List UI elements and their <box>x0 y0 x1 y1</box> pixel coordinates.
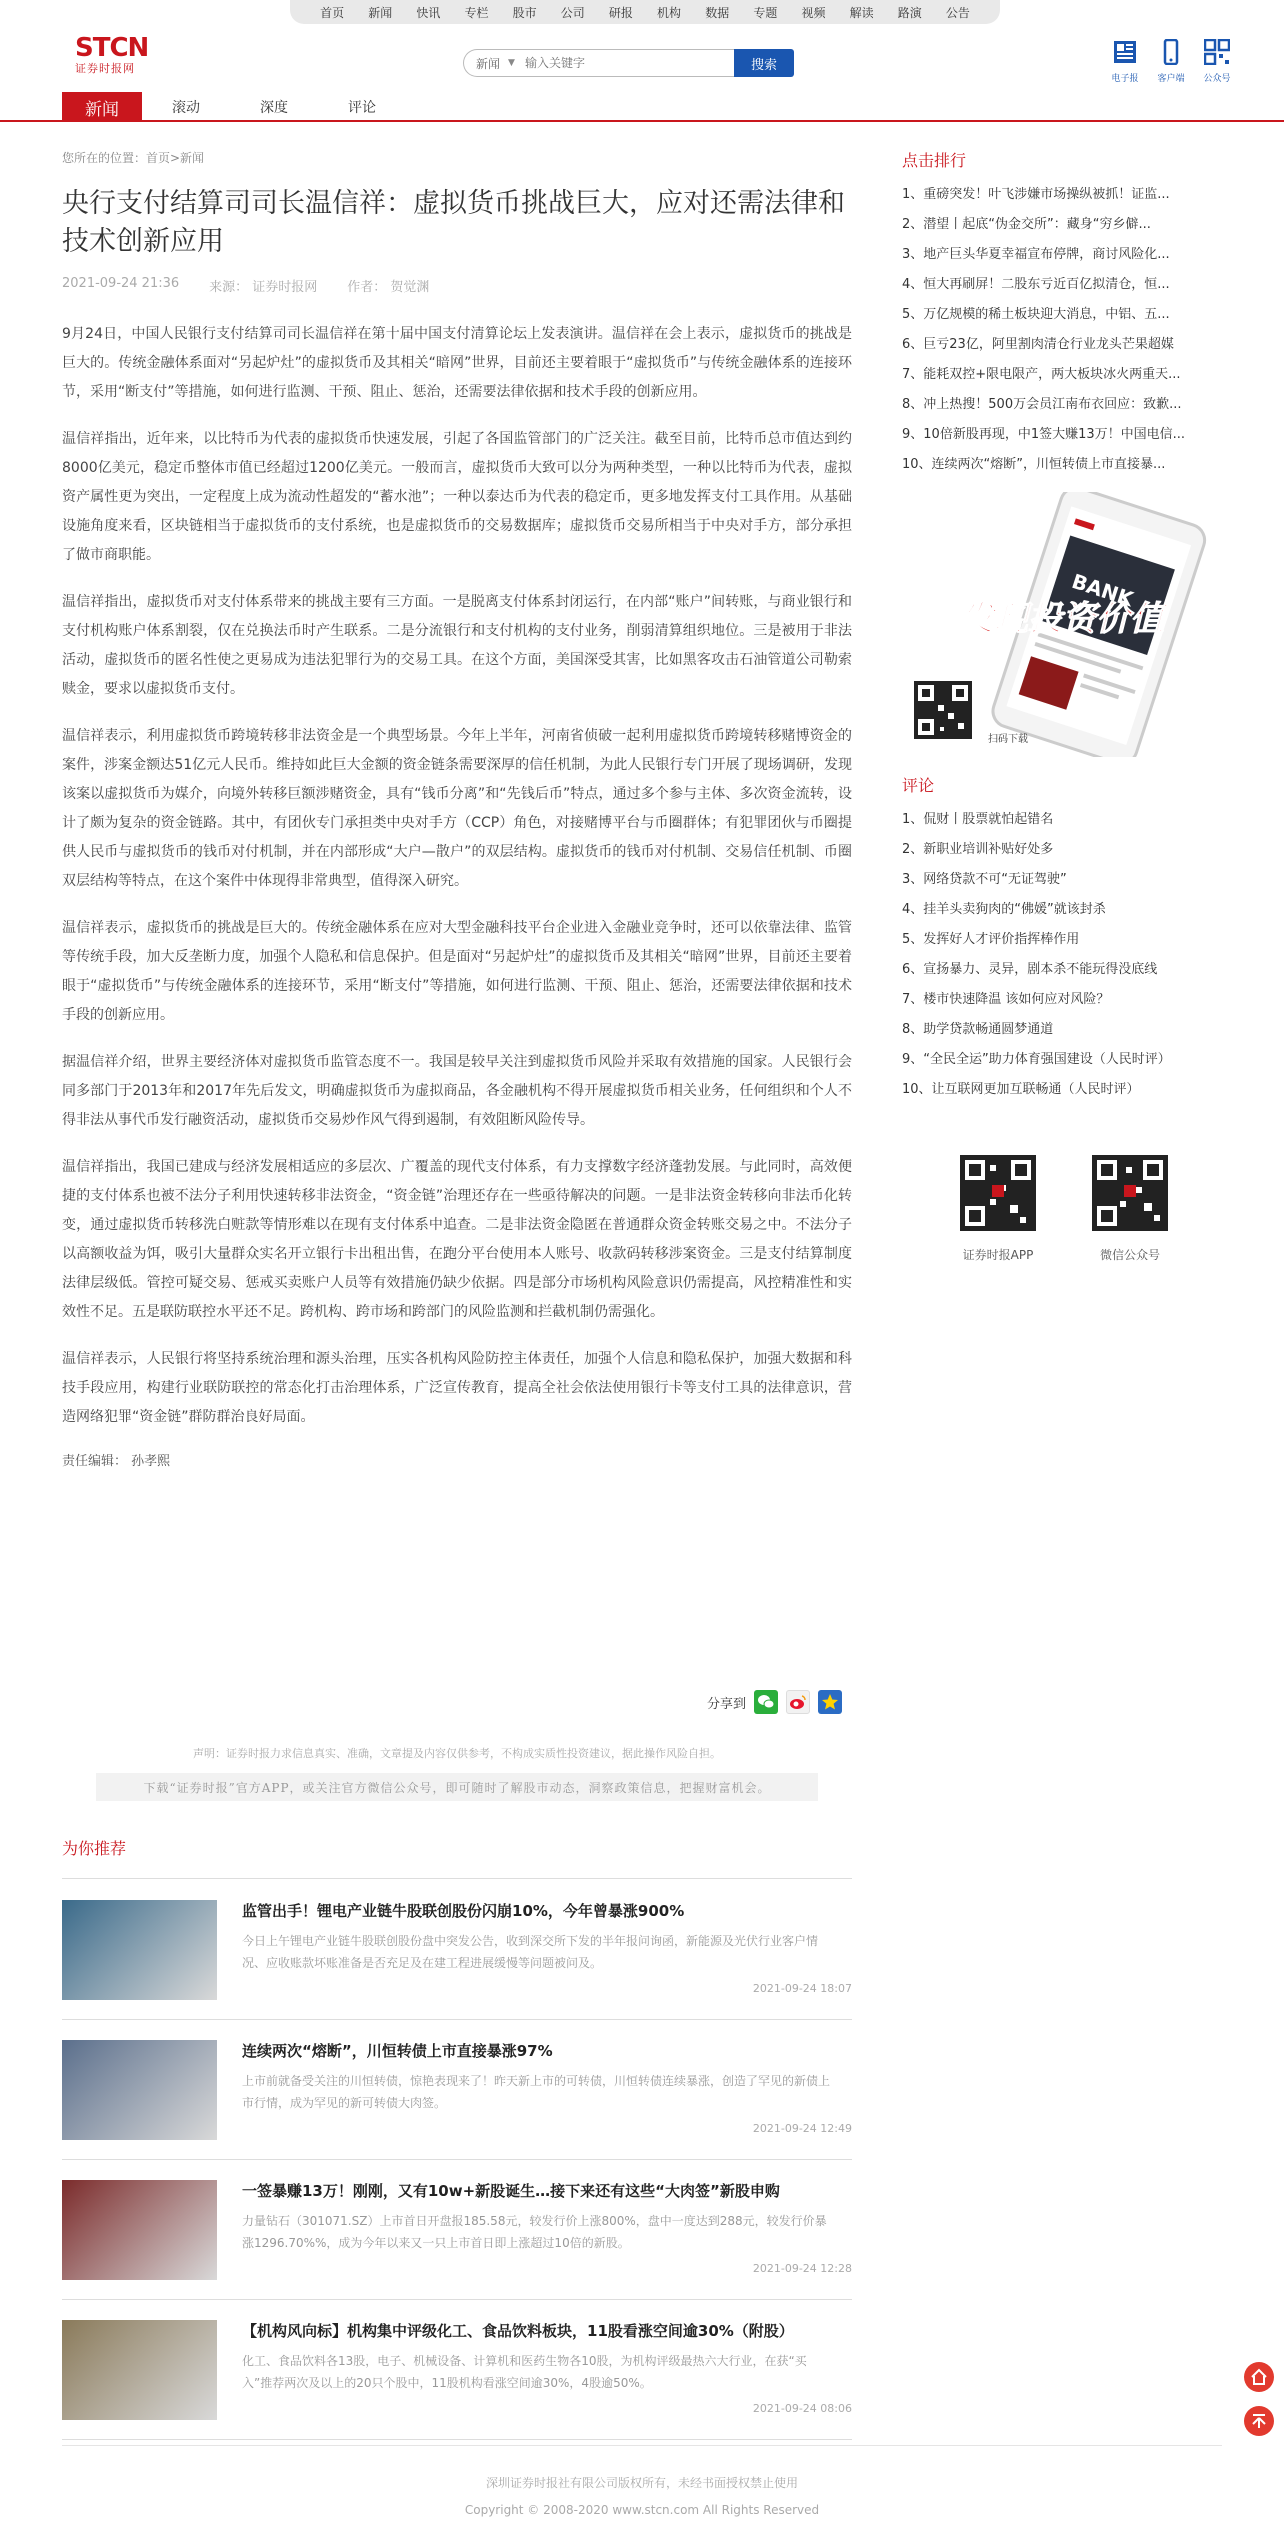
recommend-thumbnail[interactable] <box>62 2040 217 2140</box>
topnav-item-7[interactable]: 机构 <box>657 5 682 20</box>
recommend-summary: 今日上午锂电产业链牛股联创股份盘中突发公告，收到深交所下发的半年报问询函，新能源及光伏行业客户情况、应收账款坏账准备是否充足及在建工程进展缓慢等问题被问及。 <box>242 1934 819 1970</box>
recommend-thumbnail[interactable] <box>62 1900 217 2000</box>
recommend-heading: 为你推荐 <box>62 1839 127 1858</box>
channel-bar <box>0 92 1284 122</box>
rank-item[interactable]: 10、连续两次“熔断”，川恒转债上市直接暴... <box>902 457 1166 472</box>
promo-scan-label: 扫码下载 <box>988 734 1028 745</box>
article-date: 2021-09-24 21:36 <box>62 276 180 291</box>
rank-heading: 点击排行 <box>902 151 967 170</box>
rank-item[interactable]: 5、万亿规模的稀土板块迎大消息，中铝、五... <box>902 307 1170 322</box>
logo-mark: STCN <box>75 33 149 63</box>
recommend-title[interactable]: 一签暴赚13万！刚刚，又有10w+新股诞生…接下来还有这些“大肉签”新股申购 <box>242 2182 780 2200</box>
channel-tab-1[interactable]: 滚动 <box>172 100 200 116</box>
rank-item[interactable]: 8、冲上热搜！500万会员江南布衣回应：致歉... <box>902 397 1182 412</box>
recommend-item[interactable] <box>62 2160 852 2300</box>
site-logo[interactable] <box>75 34 147 78</box>
article-body <box>62 320 852 1469</box>
rank-item[interactable]: 2、潜望丨起底“伪金交所”：藏身“穷乡僻... <box>902 217 1151 232</box>
recommend-date: 2021-09-24 12:49 <box>752 2122 852 2135</box>
wechat-qrcode-label: 微信公众号 <box>1099 1248 1160 1262</box>
rank-item[interactable]: 6、巨亏23亿，阿里割肉清仓行业龙头芒果超媒 <box>902 337 1174 352</box>
search-input[interactable] <box>525 56 685 70</box>
comment-item[interactable]: 2、新职业培训补贴好处多 <box>902 842 1054 857</box>
topnav-item-13[interactable]: 公告 <box>945 5 970 20</box>
rank-item[interactable]: 9、10倍新股再现，中1签大赚13万！中国电信... <box>902 427 1186 442</box>
app-qrcode-label: 证券时报APP <box>962 1248 1034 1262</box>
recommend-summary: 化工、食品饮料各13股，电子、机械设备、计算机和医药生物各10股，为机构评级最热六大行业，在获“买入”推荐两次及以上的20只个股中，11股机构看涨空间逾30%，4股逾50%。 <box>242 2354 807 2390</box>
topnav-item-12[interactable]: 路演 <box>897 5 922 20</box>
recommend-title[interactable]: 【机构风向标】机构集中评级化工、食品饮料板块，11股看涨空间逾30%（附股） <box>242 2322 794 2340</box>
comment-item[interactable]: 3、网络贷款不可“无证驾驶” <box>902 872 1067 887</box>
epaper-link[interactable] <box>1107 39 1143 84</box>
wechat-icon[interactable] <box>754 1690 778 1714</box>
rank-item[interactable]: 7、能耗双控+限电限产，两大板块冰火两重天... <box>902 367 1181 382</box>
wechat-account-link[interactable] <box>1199 39 1235 84</box>
article-source: 来源： 证券时报网 <box>209 280 318 295</box>
topnav-item-11[interactable]: 解读 <box>849 5 874 20</box>
back-to-top-icon <box>1250 2412 1268 2430</box>
article-author: 作者： 贺觉渊 <box>347 280 430 295</box>
recommend-date: 2021-09-24 12:28 <box>752 2262 852 2275</box>
logo-subtitle: 证券时报网 <box>75 62 135 75</box>
rank-item[interactable]: 4、恒大再刷屏！二股东亏近百亿拟清仓，恒... <box>902 277 1170 292</box>
article-paragraph: 温信祥表示，人民银行将坚持系统治理和源头治理，压实各机构风险防控主体责任，加强个人信息和隐私保护，加强大数据和科技手段应用，构建行业联防联控的常态化打击治理体系，广泛宣传教育，提高全社会依法使用银行卡等支付工具的法律意识，营造网络犯罪“资金链”群防群治良好局面。 <box>62 1351 852 1425</box>
comment-heading: 评论 <box>902 776 935 795</box>
footer-copyright-en: Copyright © 2008-2020 www.stcn.com All Rights Reserved <box>464 2503 820 2517</box>
promo-slogan: 发现投资价值 <box>960 599 1164 639</box>
recommend-item[interactable] <box>62 2300 852 2440</box>
share-label: 分享到 <box>707 1696 747 1712</box>
rank-list <box>902 185 1202 485</box>
article-paragraph: 据温信祥介绍，世界主要经济体对虚拟货币监管态度不一。我国是较早关注到虚拟货币风险并采取有效措施的国家。人民银行会同多部门于2013年和2017年先后发文，明确虚拟货币为虚拟商品，各金融机构不得开展虚拟货币相关业务，任何组织和个人不得非法从事代币发行融资活动，虚拟货币交易炒作风气得到遏制，有效阻断风险传导。 <box>62 1054 852 1128</box>
rank-item[interactable]: 1、重磅突发！叶飞涉嫌市场操纵被抓！证监... <box>902 187 1170 202</box>
comment-item[interactable]: 1、侃财丨股票就怕起错名 <box>902 812 1054 827</box>
recommend-summary: 上市前就备受关注的川恒转债，惊艳表现来了！昨天新上市的可转债，川恒转债连续暴涨，创造了罕见的新债上市行情，成为罕见的新可转债大肉签。 <box>242 2074 831 2110</box>
site-footer <box>62 2445 1222 2517</box>
epaper-label: 电子报 <box>1111 74 1139 84</box>
channel-tab-3[interactable]: 评论 <box>348 100 376 116</box>
channel-tab-0[interactable]: 新闻 <box>62 92 142 122</box>
footer-copyright-cn: 深圳证券时报社有限公司版权所有，未经书面授权禁止使用 <box>485 2476 798 2490</box>
wechat-account-label: 公众号 <box>1203 74 1231 84</box>
top-nav <box>290 0 1000 24</box>
phone-icon <box>1158 39 1184 65</box>
home-icon <box>1250 2368 1268 2386</box>
recommend-date: 2021-09-24 18:07 <box>752 1982 852 1995</box>
search-bar <box>463 49 794 77</box>
recommend-thumbnail[interactable] <box>62 2320 217 2420</box>
topnav-item-9[interactable]: 专题 <box>753 5 778 20</box>
article-paragraph: 温信祥指出，虚拟货币对支付体系带来的挑战主要有三方面。一是脱离支付体系封闭运行，在内部“账户”间转账，与商业银行和支付机构账户体系割裂，仅在兑换法币时产生联系。二是分流银行和支付机构的支付业务，削弱清算组织地位。三是被用于非法活动，虚拟货币的匿名性使之更易成为违法犯罪行为的交易工具。在这个方面，美国深受其害，比如黑客攻击石油管道公司勒索赎金，要求以虚拟货币支付。 <box>62 594 852 697</box>
client-label: 客户端 <box>1157 74 1185 84</box>
search-box <box>463 49 734 77</box>
article-title: 央行支付结算司司长温信祥：虚拟货币挑战巨大，应对还需法律和技术创新应用 <box>62 188 845 257</box>
download-banner[interactable]: 下载“证券时报”官方APP，或关注官方微信公众号，即可随时了解股市动态，洞察政策信息，把握财富机会。 <box>96 1773 818 1801</box>
recommend-summary: 力量钻石（301071.SZ）上市首日开盘报185.58元，较发行价上涨800%，盘中一度达到288元，较发行价暴涨1296.70%%，成为今年以来又一只上市首日即上涨超过10倍的新股。 <box>242 2214 827 2250</box>
recommend-title[interactable]: 连续两次“熔断”，川恒转债上市直接暴涨97% <box>242 2042 553 2060</box>
weibo-icon[interactable] <box>786 1690 810 1714</box>
promo-illustration <box>902 492 1222 757</box>
app-qrcode <box>960 1155 1036 1235</box>
topnav-item-8[interactable]: 数据 <box>705 5 730 20</box>
comment-item[interactable]: 5、发挥好人才评价指挥棒作用 <box>902 932 1080 947</box>
share-bar <box>707 1690 842 1714</box>
article-paragraph: 温信祥表示，利用虚拟货币跨境转移非法资金是一个典型场景。今年上半年，河南省侦破一起利用虚拟货币跨境转移赌博资金的案件，涉案金额达51亿元人民币。维持如此巨大金额的资金链条需要深厚的信任机制，为此人民银行专门开展了现场调研，发现该案以虚拟货币为媒介，向境外转移巨额涉赌资金，具有“钱币分离”和“先钱后币”特点，通过多个参与主体、多次资金流转，设计了颇为复杂的资金链路。其中，有团伙专门承担类中央对手方（CCP）角色，对接赌博平台与币圈群体；有犯罪团伙与币圈提供人民币与虚拟货币的钱币对付机制，并在内部形成“大户—散户”的双层结构。虚拟货币的钱币对付机制、交易信任机制、币圈双层结构等特点，在这个案件中体现得非常典型，值得深入研究。 <box>62 728 852 889</box>
comment-item[interactable]: 4、挂羊头卖狗肉的“佛媛”就该封杀 <box>902 902 1106 917</box>
promo-card-title: BANK <box>1068 568 1137 612</box>
app-promo-banner[interactable] <box>902 492 1222 757</box>
topnav-item-3[interactable]: 专栏 <box>464 5 489 20</box>
client-link[interactable] <box>1153 39 1189 84</box>
home-button[interactable] <box>1244 2362 1274 2392</box>
article-meta <box>62 276 429 295</box>
recommend-item[interactable] <box>62 1880 852 2020</box>
comment-item[interactable]: 9、“全民全运”助力体育强国建设（人民时评） <box>902 1052 1171 1067</box>
article-editor: 责任编辑： 孙孝熙 <box>62 1454 171 1469</box>
topnav-item-4[interactable]: 股市 <box>512 5 537 20</box>
channel-tab-2[interactable]: 深度 <box>260 100 288 116</box>
article-paragraph: 9月24日，中国人民银行支付结算司司长温信祥在第十届中国支付清算论坛上发表演讲。温信祥在会上表示，虚拟货币的挑战是巨大的。传统金融体系面对“另起炉灶”的虚拟货币及其相关“暗网”世界，目前还主要着眼于“虚拟货币”与传统金融体系的连接环节，采用“断支付”等措施，如何进行监测、干预、阻止、惩治，还需要法律依据和技术手段的创新应用。 <box>62 326 852 400</box>
article-paragraph: 温信祥指出，近年来，以比特币为代表的虚拟货币快速发展，引起了各国监管部门的广泛关注。截至目前，比特币总市值达到约8000亿美元，稳定币整体市值已经超过1200亿美元。一般而言，虚拟货币大致可以分为两种类型，一种以比特币为代表，虚拟资产属性更为突出，一定程度上成为流动性超发的“蓄水池”；一种以泰达币为代表的稳定币，更多地发挥支付工具作用。从基础设施角度来看，区块链相当于虚拟货币的支付系统，也是虚拟货币的交易数据库；虚拟货币交易所相当于中央对手方，部分承担了做市商职能。 <box>62 431 852 563</box>
disclaimer: 声明：证券时报力求信息真实、准确，文章提及内容仅供参考，不构成实质性投资建议，据此操作风险自担。 <box>193 1747 721 1760</box>
search-button[interactable]: 搜索 <box>734 49 794 77</box>
search-category-select[interactable]: 新闻 <box>476 56 501 71</box>
recommend-item[interactable] <box>62 2020 852 2160</box>
topnav-item-1[interactable]: 新闻 <box>368 5 393 20</box>
favorite-icon[interactable] <box>818 1690 842 1714</box>
recommend-divider <box>62 1878 852 1879</box>
breadcrumb[interactable]: 您所在的位置：首页>新闻 <box>62 151 205 165</box>
topnav-item-2[interactable]: 快讯 <box>416 5 441 20</box>
article-paragraph: 温信祥表示，虚拟货币的挑战是巨大的。传统金融体系在应对大型金融科技平台企业进入金融业竞争时，还可以依靠法律、监管等传统手段，加大反垄断力度，加强个人隐私和信息保护。但是面对“另起炉灶”的虚拟货币及其相关“暗网”世界，目前还主要着眼于“虚拟货币”与传统金融体系的连接环节，采用“断支付”等措施，如何进行监测、干预、阻止、惩治，还需要法律依据和技术手段的创新应用。 <box>62 920 852 1023</box>
recommend-thumbnail[interactable] <box>62 2180 217 2280</box>
comment-list <box>902 810 1202 1110</box>
header-shortcuts <box>1107 39 1235 84</box>
recommend-date: 2021-09-24 08:06 <box>752 2402 852 2415</box>
wechat-qrcode <box>1092 1155 1168 1235</box>
topnav-item-10[interactable]: 视频 <box>801 5 826 20</box>
article-paragraph: 温信祥指出，我国已建成与经济发展相适应的多层次、广覆盖的现代支付体系，有力支撑数字经济蓬勃发展。与此同时，高效便捷的支付体系也被不法分子利用快速转移非法资金，“资金链”治理还存在一些亟待解决的问题。一是非法资金转移向非法币化转变，通过虚拟货币转移洗白赃款等情形难以在现有支付体系中追查。二是非法资金隐匿在普通群众资金转账交易之中。不法分子以高额收益为饵，吸引大量群众实名开立银行卡出租出售，在跑分平台使用本人账号、收款码转移涉案资金。三是支付结算制度法律层级低。管控可疑交易、惩戒买卖账户人员等有效措施仍缺少依据。四是部分市场机构风险意识仍需提高，风控精准性和实效性不足。五是联防联控水平还不足。跨机构、跨市场和跨部门的风险监测和拦截机制仍需强化。 <box>62 1159 852 1320</box>
topnav-item-6[interactable]: 研报 <box>608 5 633 20</box>
chevron-down-icon: ▼ <box>508 58 515 68</box>
back-to-top-button[interactable] <box>1244 2406 1274 2436</box>
comment-item[interactable]: 10、让互联网更加互联畅通（人民时评） <box>902 1082 1140 1097</box>
comment-item[interactable]: 7、楼市快速降温 该如何应对风险？ <box>902 992 1110 1007</box>
comment-item[interactable]: 6、宣扬暴力、灵异，剧本杀不能玩得没底线 <box>902 962 1158 977</box>
promo-qrcode <box>910 677 976 743</box>
comment-item[interactable]: 8、助学贷款畅通圆梦通道 <box>902 1022 1054 1037</box>
rank-item[interactable]: 3、地产巨头华夏幸福宣布停牌，商讨风险化... <box>902 247 1170 262</box>
qrcode-icon <box>1204 39 1230 65</box>
topnav-item-5[interactable]: 公司 <box>560 5 585 20</box>
topnav-item-0[interactable]: 首页 <box>320 5 345 20</box>
recommend-title[interactable]: 监管出手！锂电产业链牛股联创股份闪崩10%，今年曾暴涨900% <box>242 1902 685 1920</box>
newspaper-icon <box>1112 39 1138 65</box>
